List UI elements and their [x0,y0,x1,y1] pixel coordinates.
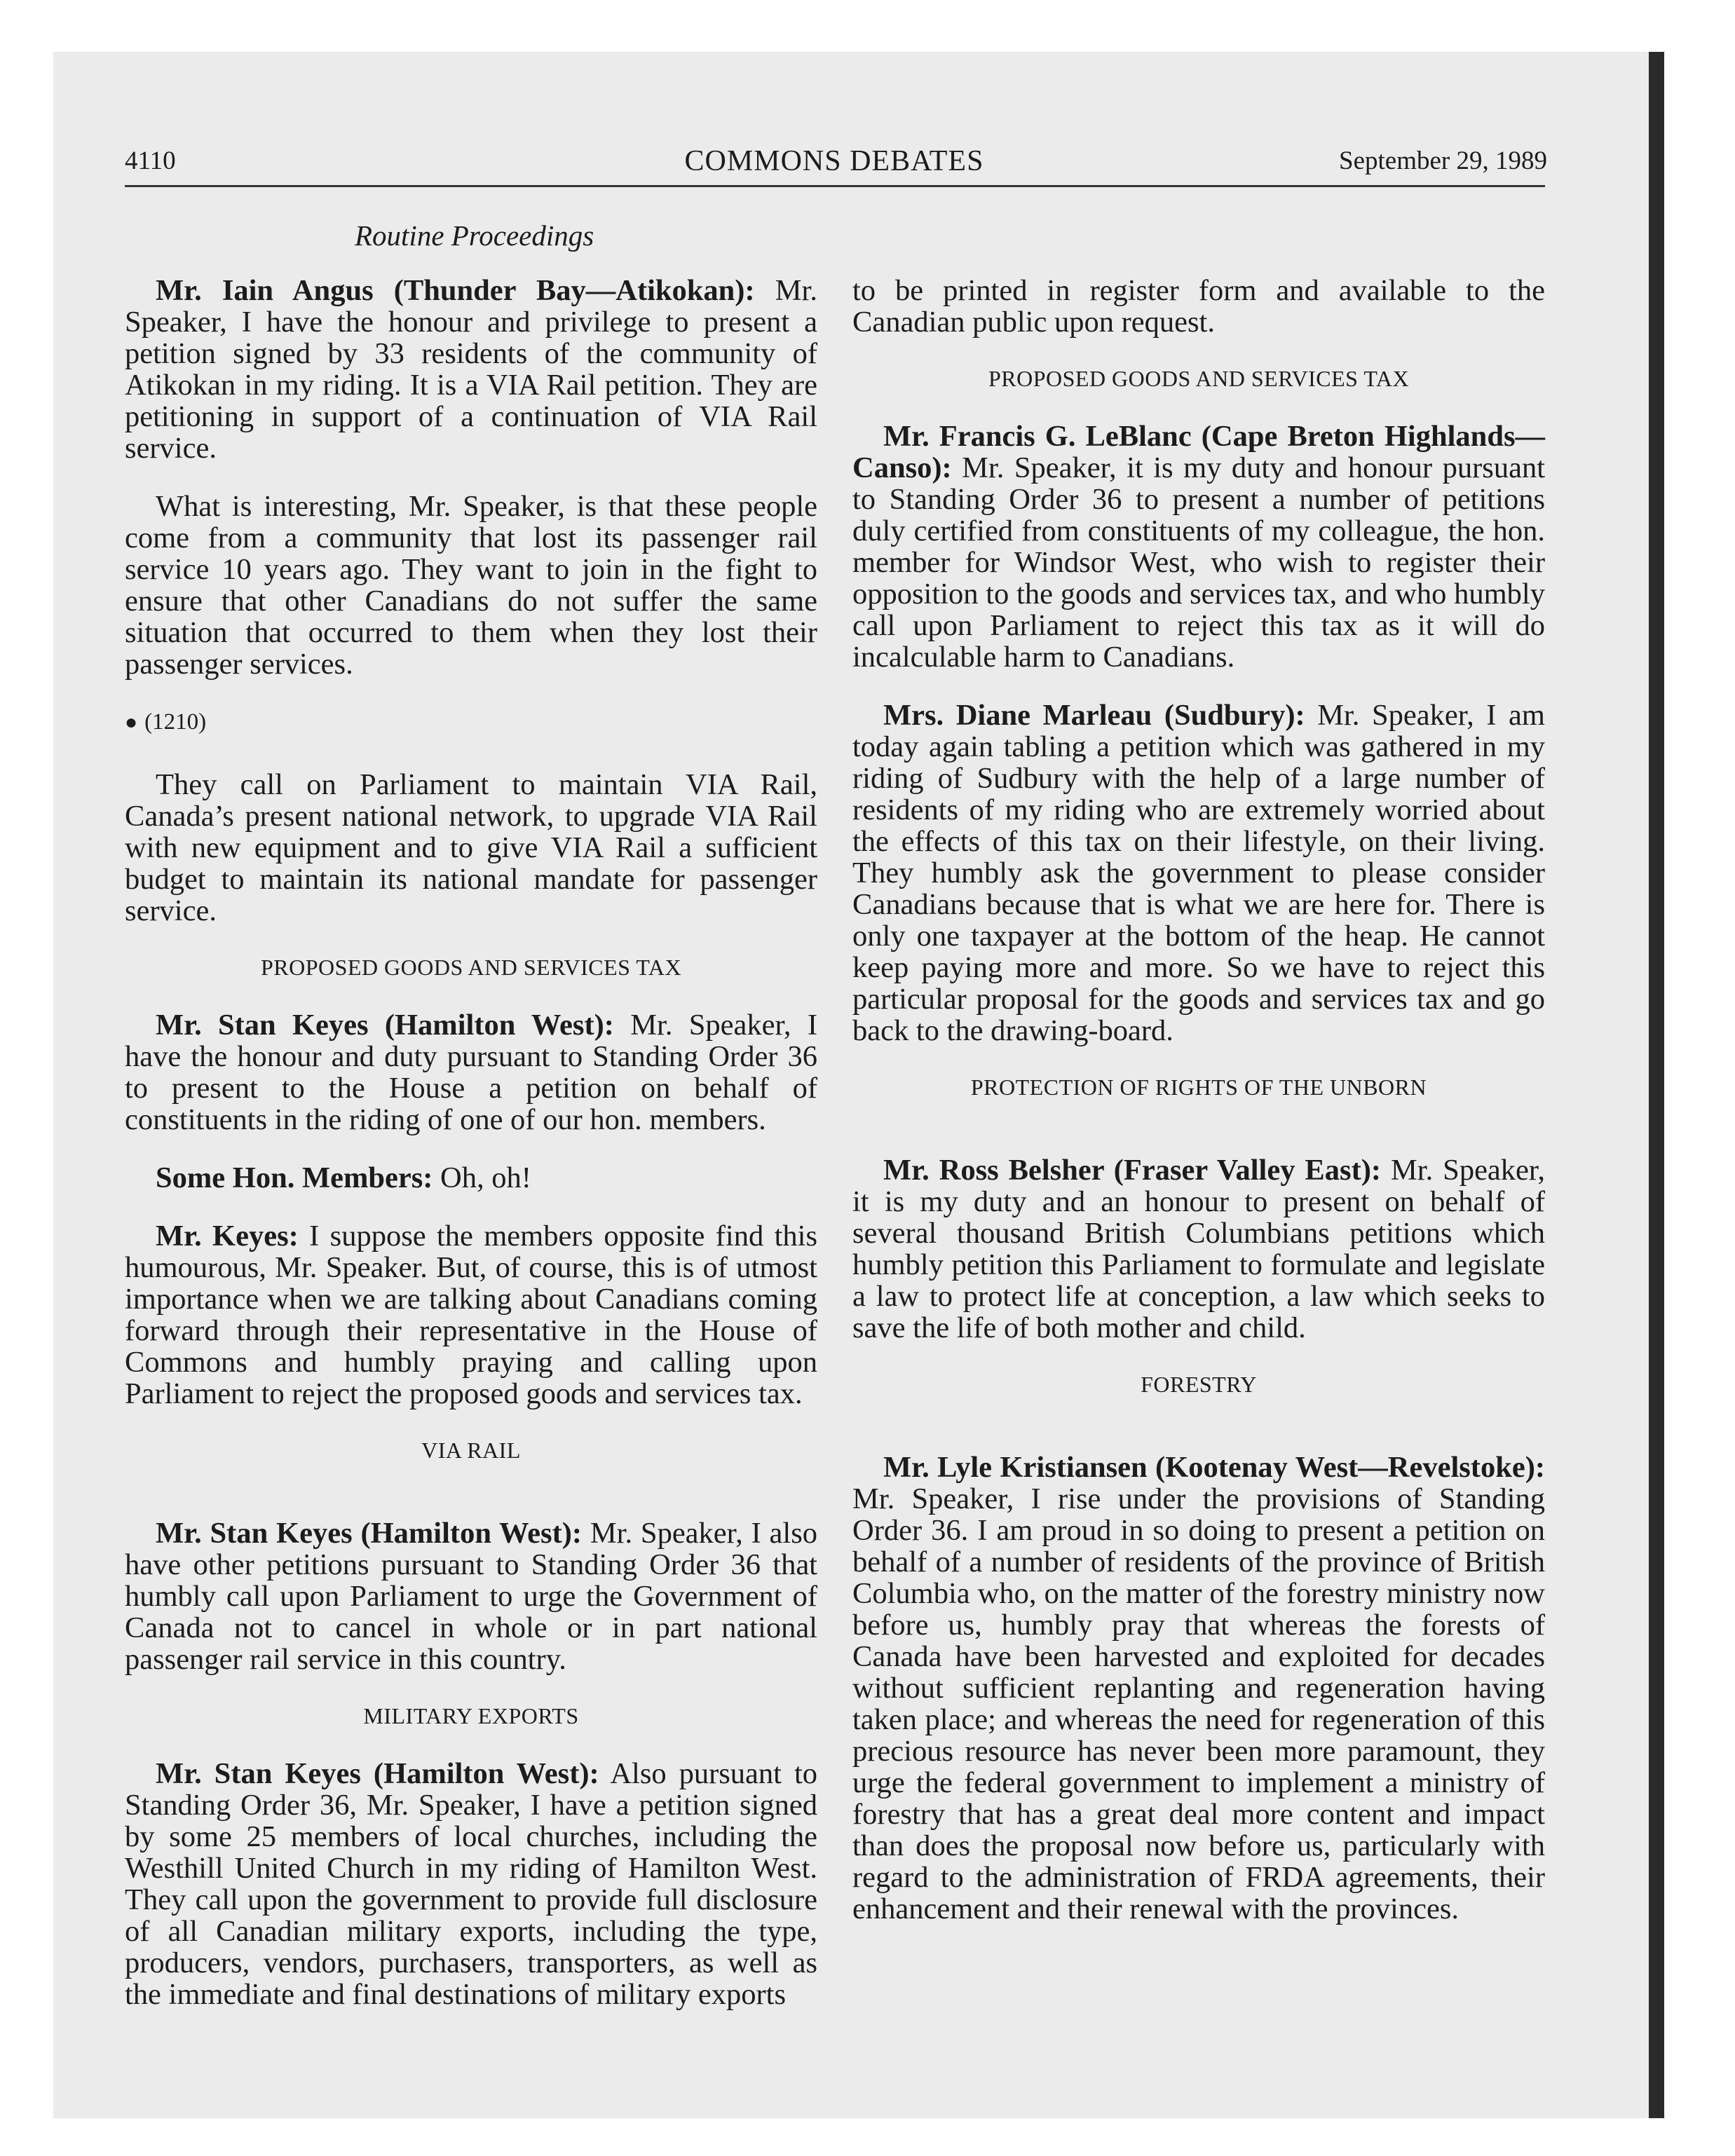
paragraph: Mr. Stan Keyes (Hamilton West): Mr. Speaker, I also have other petitions pursuant to Standing Order 36 that humbly call upon Parliament to urge the Government of Canada not to cancel in whole or in part national passenger rail service in this country. [125,1517,818,1676]
paragraph: Some Hon. Members: Oh, oh! [156,1161,531,1194]
paragraph: Mrs. Diane Marleau (Sudbury): Mr. Speaker, I am today again tabling a petition which was gathered in my riding of Sudbury with the help of a large number of residents of my riding who are extremely worried about the effects of this tax on their lifestyle, on their living. They humbly ask the government to please consider Canadians because that is what we are here for. There is only one taxpayer at the bottom of the heap. He cannot keep paying more and more. So we have to reject this particular proposal for the goods and services tax and go back to the drawing-board. [852,699,1545,1047]
bullet-icon: ● [125,711,138,734]
speaker-name: Mrs. Diane Marleau (Sudbury): [883,699,1305,732]
speaker-name: Mr. Iain Angus (Thunder Bay—Atikokan): [156,274,755,307]
speaker-name: Some Hon. Members: [156,1161,433,1194]
paragraph: Mr. Francis G. LeBlanc (Cape Breton Highlands—Canso): Mr. Speaker, it is my duty and honour pursuant to Standing Order 36 to present a number of petitions duly certified from constituents of my colleague, the hon. member for Windsor West, who wish to register their opposition to the goods and services tax, and who humbly call upon Parliament to reject this tax as it will do incalculable harm to Canadians. [852,420,1545,674]
time-mark: ● (1210) [125,709,207,735]
subheading: PROTECTION OF RIGHTS OF THE UNBORN [970,1074,1427,1100]
subheading: VIA RAIL [421,1438,521,1463]
paragraph: Mr. Keyes: I suppose the members opposite find this humourous, Mr. Speaker. But, of course, this is of utmost importance when we are talking about Canadians coming forward through their representative in the House of Commons and humbly praying and calling upon Parliament to reject the proposed goods and services tax. [125,1220,817,1410]
speaker-name: Mr. Francis G. LeBlanc (Cape Breton Highlands—Canso): [852,420,1545,484]
subheading: MILITARY EXPORTS [363,1703,579,1728]
left-column [125,275,817,2037]
page-date: September 29, 1989 [1339,146,1547,175]
paragraph-continuation: to be printed in register form and available to the Canadian public upon request. [852,274,1545,339]
speaker-name: Mr. Lyle Kristiansen (Kootenay West—Revelstoke): [883,1451,1545,1484]
header-rule [125,185,1545,187]
subheading: FORESTRY [1141,1372,1257,1397]
speaker-name: Mr. Ross Belsher (Fraser Valley East): [883,1154,1382,1187]
speaker-name: Mr. Stan Keyes (Hamilton West): [156,1757,599,1790]
paragraph: Mr. Iain Angus (Thunder Bay—Atikokan): Mr. Speaker, I have the honour and privilege to present a petition signed by 33 residents of the community of Atikokan in my riding. It is a VIA Rail petition. They are petitioning in support of a continuation of VIA Rail service. [125,274,817,465]
speaker-name: Mr. Stan Keyes (Hamilton West): [156,1517,583,1550]
right-column [852,275,1545,1951]
subheading: PROPOSED GOODS AND SERVICES TAX [260,955,682,980]
paragraph: They call on Parliament to maintain VIA Rail, Canada’s present national network, to upgrade VIA Rail with new equipment and to give VIA Rail a sufficient budget to maintain its national mandate for passenger service. [125,768,817,927]
paragraph: What is interesting, Mr. Speaker, is that these people come from a community that lost its passenger rail service 10 years ago. They want to join in the fight to ensure that other Canadians do not suffer the same situation that occurred to them when they lost their passenger services. [125,490,817,681]
paragraph: Mr. Lyle Kristiansen (Kootenay West—Revelstoke): Mr. Speaker, I rise under the provisions of Standing Order 36. I am proud in so doing to present a petition on behalf of a number of residents of the province of British Columbia who, on the matter of the forestry ministry now before us, humbly pray that whereas the forests of Canada have been harvested and exploited for decades without sufficient replanting and regeneration having taken place; and whereas the need for regeneration of this precious resource has never been more paramount, they urge the federal government to implement a ministry of forestry that has a great deal more content and impact than does the proposal now before us, particularly with regard to the administration of FRDA agreements, their enhancement and their renewal with the provinces. [852,1451,1545,1925]
speaker-name: Mr. Keyes: [156,1220,299,1253]
section-title: Routine Proceedings [355,219,594,252]
page-number: 4110 [125,146,176,175]
speaker-name: Mr. Stan Keyes (Hamilton West): [156,1009,614,1042]
paragraph: Mr. Ross Belsher (Fraser Valley East): Mr. Speaker, it is my duty and an honour to present on behalf of several thousand British Columbians petitions which humbly petition this Parliament to formulate and legislate a law to protect life at conception, a law which seeks to save the life of both mother and child. [852,1154,1545,1344]
paragraph: Mr. Stan Keyes (Hamilton West): Also pursuant to Standing Order 36, Mr. Speaker, I have a petition signed by some 25 members of local churches, including the Westhill United Church in my riding of Hamilton West. They call upon the government to provide full disclosure of all Canadian military exports, including the type, producers, vendors, purchasers, transporters, as well as the immediate and final destinations of military exports [125,1757,817,2011]
running-title: COMMONS DEBATES [684,145,984,177]
subheading: PROPOSED GOODS AND SERVICES TAX [988,366,1410,391]
paragraph: Mr. Stan Keyes (Hamilton West): Mr. Speaker, I have the honour and duty pursuant to Standing Order 36 to present to the House a petition on behalf of constituents in the riding of one of our hon. members. [125,1009,817,1136]
